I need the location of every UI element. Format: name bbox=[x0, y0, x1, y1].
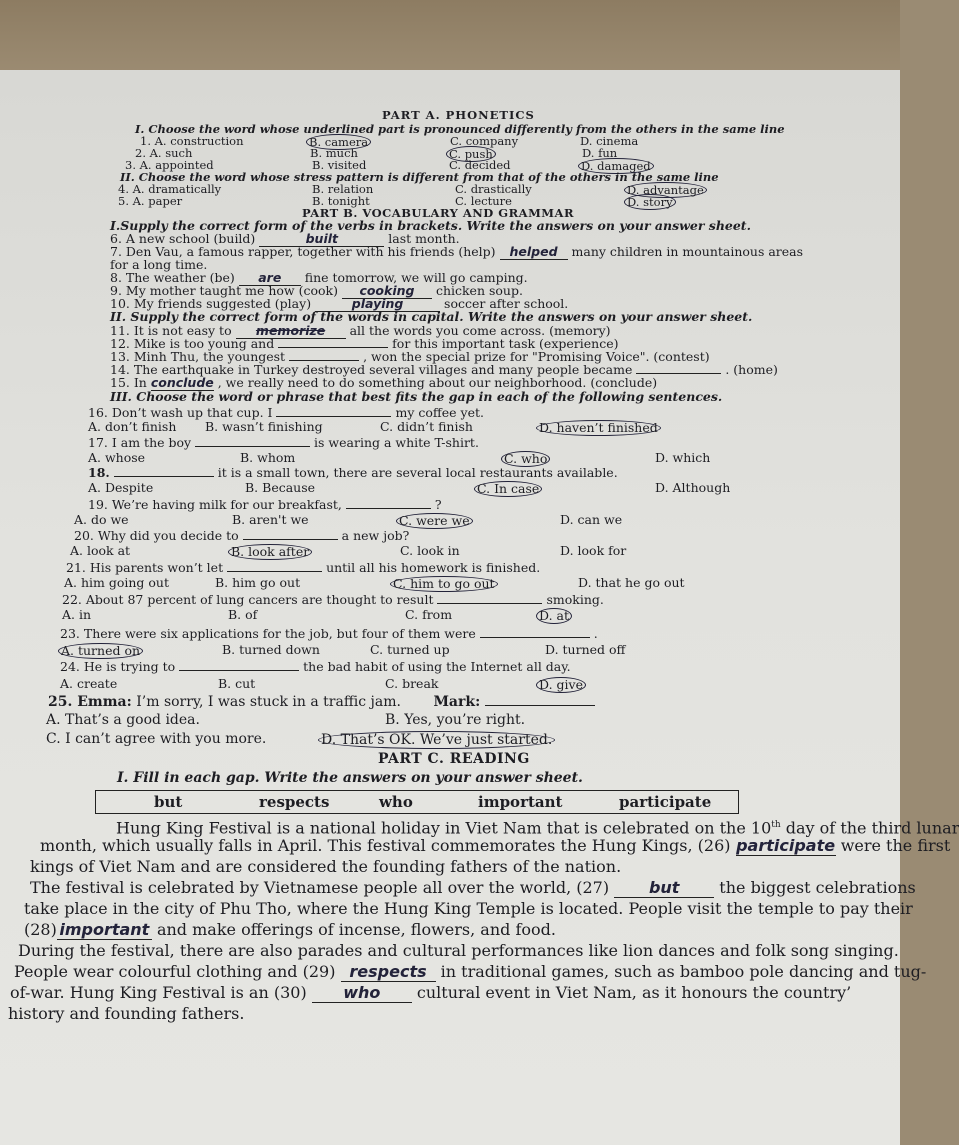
exam-sheet bbox=[0, 70, 959, 1145]
q19-option-a: A. do we bbox=[74, 512, 129, 527]
q17-option-a: A. whose bbox=[88, 450, 146, 465]
q17-blank bbox=[195, 446, 310, 447]
q19-blank bbox=[346, 508, 431, 509]
question-23 bbox=[60, 627, 598, 641]
q6-answer: built bbox=[259, 232, 384, 247]
q11-text-end: all the words you come across. (memory) bbox=[349, 323, 611, 338]
q22-blank bbox=[437, 603, 542, 604]
q17-text-end: is wearing a white T-shirt. bbox=[314, 435, 479, 450]
q19-option-b: B. aren't we bbox=[232, 512, 309, 527]
q5-option-b: B. tonight bbox=[312, 194, 370, 208]
q17-option-d: D. which bbox=[655, 450, 711, 465]
q25-line-emma: I’m sorry, I was stuck in a traffic jam. bbox=[136, 694, 401, 710]
q1-option-d: D. cinema bbox=[580, 134, 639, 148]
q18-option-c-circled: C. In case bbox=[474, 481, 542, 497]
q23-option-c: C. turned up bbox=[370, 642, 450, 657]
question-17 bbox=[88, 436, 479, 450]
q24-blank bbox=[179, 670, 299, 671]
passage-text-end: day of the third lunar bbox=[785, 818, 959, 838]
q21-text: 21. His parents won’t let bbox=[66, 560, 224, 575]
q10-text: 10. My friends suggested (play) bbox=[110, 296, 312, 311]
q11-text: 11. It is not easy to bbox=[110, 323, 232, 338]
q22-text: 22. About 87 percent of lung cancers are thought to result bbox=[62, 592, 434, 607]
q11-answer-crossed-out: memorize bbox=[236, 324, 346, 339]
q24-option-d-circled: D. give bbox=[536, 677, 586, 693]
passage-line-1 bbox=[116, 816, 959, 837]
answer-29: respects bbox=[341, 963, 436, 982]
q12-text: 12. Mike is too young and bbox=[110, 336, 275, 351]
q22-text-end: smoking. bbox=[546, 592, 604, 607]
q5-option-c: C. lecture bbox=[455, 194, 512, 208]
q21-option-b: B. him go out bbox=[215, 575, 301, 590]
q6-text: 6. A new school (build) bbox=[110, 231, 256, 246]
q21-option-c-circled: C. him to go out bbox=[390, 576, 498, 592]
q24-option-c: C. break bbox=[385, 676, 439, 691]
passage-line-10: history and founding fathers. bbox=[8, 1004, 245, 1023]
q19-text: 19. We’re having milk for our breakfast, bbox=[88, 497, 342, 512]
q9-answer: cooking bbox=[342, 284, 432, 299]
q18-option-b: B. Because bbox=[245, 480, 316, 495]
q8-answer: are bbox=[239, 271, 301, 286]
word-bank bbox=[95, 790, 739, 814]
q14-blank bbox=[636, 373, 721, 374]
q1-option-c: C. company bbox=[450, 134, 519, 148]
q3-option-b: B. visited bbox=[312, 158, 367, 172]
q19-text-end: ? bbox=[434, 497, 442, 512]
answer-28: important bbox=[57, 921, 152, 940]
section-b1-instruction: I.Supply the correct form of the verbs in brackets. Write the answers on your answer sheet. bbox=[110, 218, 751, 233]
q15-text-end: , we really need to do something about our neighborhood. (conclude) bbox=[217, 375, 658, 390]
section-b3-instruction: III. Choose the word or phrase that best fits the gap in each of the following sentences. bbox=[110, 389, 723, 404]
word-bank-item: important bbox=[478, 793, 563, 811]
passage-text-end: and make offerings of incense, flowers, and food. bbox=[156, 920, 556, 939]
passage-text: (28) bbox=[24, 920, 57, 939]
q4-option-a: 4. A. dramatically bbox=[118, 182, 222, 196]
q25-option-b: B. Yes, you’re right. bbox=[385, 712, 526, 728]
q7-answer: helped bbox=[500, 245, 568, 260]
q16-option-c: C. didn’t finish bbox=[380, 419, 473, 434]
passage-text: People wear colourful clothing and (29) bbox=[14, 962, 336, 981]
q8-text-end: fine tomorrow, we will go camping. bbox=[304, 270, 528, 285]
answer-30: who bbox=[312, 984, 412, 1003]
q25-blank bbox=[485, 705, 595, 706]
q25-option-a: A. That’s a good idea. bbox=[46, 712, 200, 728]
q7-text: 7. Den Vau, a famous rapper, together with his friends (help) bbox=[110, 244, 496, 259]
q2-option-c-circled: C. push bbox=[446, 146, 496, 162]
q24-text: 24. He is trying to bbox=[60, 659, 176, 674]
passage-line-2 bbox=[40, 837, 950, 856]
word-bank-item: respects bbox=[259, 793, 330, 811]
section-c1-instruction: I. Fill in each gap. Write the answers on your answer sheet. bbox=[117, 770, 583, 786]
q2-option-a: 2. A. such bbox=[135, 146, 193, 160]
q25-speaker-mark: Mark: bbox=[433, 694, 481, 710]
q1-option-a: 1. A. construction bbox=[140, 134, 244, 148]
q16-option-a: A. don’t finish bbox=[88, 419, 177, 434]
q3-option-d-circled: D. damaged bbox=[578, 158, 654, 174]
passage-text: Hung King Festival is a national holiday in Viet Nam that is celebrated on the bbox=[116, 818, 746, 838]
q2-option-b: B. much bbox=[310, 146, 358, 160]
q20-option-a: A. look at bbox=[70, 543, 131, 558]
q25-option-d-circled: D. That’s OK. We’ve just started. bbox=[318, 731, 555, 749]
passage-line-3: kings of Viet Nam and are considered the founding fathers of the nation. bbox=[30, 857, 622, 876]
word-bank-item: who bbox=[379, 793, 413, 811]
q18-text: it is a small town, there are several local restaurants available. bbox=[217, 465, 618, 480]
passage-line-4 bbox=[30, 879, 916, 898]
q20-option-c: C. look in bbox=[400, 543, 460, 558]
q21-option-a: A. him going out bbox=[64, 575, 169, 590]
q4-option-b: B. relation bbox=[312, 182, 374, 196]
passage-line-5: take place in the city of Phu Tho, where the Hung King Temple is located. People visit the temple to pay their bbox=[24, 899, 913, 918]
q16-text-end: my coffee yet. bbox=[395, 405, 484, 420]
q24-option-b: B. cut bbox=[218, 676, 256, 691]
q16-option-d-circled: D. haven’t finished bbox=[536, 420, 661, 436]
passage-line-7: During the festival, there are also parades and cultural performances like lion dances and folk song singing. bbox=[18, 941, 899, 960]
q12-text-end: for this important task (experience) bbox=[392, 336, 619, 351]
q5-option-d-circled: D. story bbox=[624, 194, 676, 210]
q13-text-end: , won the special prize for "Promising Voice". (contest) bbox=[363, 349, 710, 364]
q20-option-d: D. look for bbox=[560, 543, 627, 558]
question-18 bbox=[88, 466, 618, 480]
q22-option-d-circled: D. at bbox=[536, 608, 572, 624]
q4-option-d-circled: D. advantage bbox=[624, 182, 707, 198]
question-16 bbox=[88, 406, 484, 420]
question-22 bbox=[62, 593, 604, 607]
q18-number: 18. bbox=[88, 465, 110, 480]
q18-blank bbox=[114, 476, 214, 477]
q9-text: 9. My mother taught me how (cook) bbox=[110, 283, 338, 298]
q20-option-b-circled: B. look after bbox=[228, 544, 312, 560]
q3-option-a: 3. A. appointed bbox=[125, 158, 214, 172]
passage-date-number: 10 bbox=[750, 818, 772, 838]
q5-option-a: 5. A. paper bbox=[118, 194, 183, 208]
q15-answer: conclude bbox=[150, 375, 214, 390]
question-7-continuation: for a long time. bbox=[110, 257, 208, 272]
passage-text-end: the biggest celebrations bbox=[719, 878, 916, 897]
q13-text: 13. Minh Thu, the youngest bbox=[110, 349, 286, 364]
q10-answer: playing bbox=[315, 297, 440, 312]
q22-option-a: A. in bbox=[62, 607, 92, 622]
q16-option-b: B. wasn’t finishing bbox=[205, 419, 323, 434]
word-bank-item: but bbox=[154, 793, 183, 811]
passage-text: month, which usually falls in April. This festival commemorates the Hung Kings, (26) bbox=[40, 836, 731, 855]
q25-speaker-emma: 25. Emma: bbox=[48, 694, 132, 710]
question-7 bbox=[110, 245, 803, 260]
passage-text-end: were the first bbox=[840, 836, 951, 855]
passage-line-8 bbox=[14, 963, 926, 982]
q18-option-a: A. Despite bbox=[88, 480, 154, 495]
q16-blank bbox=[276, 416, 391, 417]
section-a2-instruction: II. Choose the word whose stress pattern is different from that of the others in the same line bbox=[120, 170, 719, 184]
q12-blank bbox=[278, 347, 388, 348]
q6-text-end: last month. bbox=[388, 231, 460, 246]
answer-27: but bbox=[614, 879, 714, 898]
q17-text: 17. I am the boy bbox=[88, 435, 192, 450]
q3-option-c: C. decided bbox=[449, 158, 511, 172]
question-25 bbox=[48, 694, 595, 710]
q19-option-d: D. can we bbox=[560, 512, 623, 527]
passage-text: The festival is celebrated by Vietnamese people all over the world, (27) bbox=[30, 878, 610, 897]
q2-option-d: D. fun bbox=[582, 146, 618, 160]
q14-text-end: . (home) bbox=[725, 362, 778, 377]
q25-option-c: C. I can’t agree with you more. bbox=[46, 731, 267, 747]
question-20 bbox=[74, 529, 409, 543]
q19-option-c-circled: C. were we bbox=[396, 513, 473, 529]
q17-option-c-circled: C. who bbox=[501, 451, 550, 467]
answer-26: participate bbox=[736, 836, 836, 855]
q13-blank bbox=[289, 360, 359, 361]
section-a1-instruction: I. Choose the word whose underlined part is pronounced differently from the others in the same line bbox=[135, 122, 785, 136]
part-a-title: PART A. PHONETICS bbox=[382, 108, 535, 122]
q23-option-b: B. turned down bbox=[222, 642, 320, 657]
q23-text-end: . bbox=[593, 626, 598, 641]
q1-option-b-circled: B. camera bbox=[306, 134, 371, 150]
part-b-title: PART B. VOCABULARY AND GRAMMAR bbox=[302, 206, 575, 220]
q24-text-end: the bad habit of using the Internet all day. bbox=[303, 659, 571, 674]
passage-line-9 bbox=[10, 984, 851, 1003]
q23-option-d: D. turned off bbox=[545, 642, 626, 657]
question-21 bbox=[66, 561, 540, 575]
passage-text: of-war. Hung King Festival is an (30) bbox=[10, 983, 307, 1002]
q14-text: 14. The earthquake in Turkey destroyed several villages and many people became bbox=[110, 362, 633, 377]
q21-text-end: until all his homework is finished. bbox=[326, 560, 541, 575]
q24-option-a: A. create bbox=[60, 676, 118, 691]
passage-text-end: in traditional games, such as bamboo pole dancing and tug- bbox=[440, 962, 927, 981]
q16-text: 16. Don’t wash up that cup. I bbox=[88, 405, 273, 420]
q7-text-end: many children in mountainous areas bbox=[571, 244, 804, 259]
q20-blank bbox=[243, 539, 338, 540]
q8-text: 8. The weather (be) bbox=[110, 270, 235, 285]
q22-option-b: B. of bbox=[228, 607, 258, 622]
passage-line-6 bbox=[24, 921, 556, 940]
q21-blank bbox=[227, 571, 322, 572]
question-19 bbox=[88, 498, 442, 512]
q9-text-end: chicken soup. bbox=[435, 283, 523, 298]
q20-text: 20. Why did you decide to bbox=[74, 528, 239, 543]
q15-text: 15. In bbox=[110, 375, 147, 390]
passage-date-suffix: th bbox=[771, 820, 781, 830]
q21-option-d: D. that he go out bbox=[578, 575, 685, 590]
passage-text-end: cultural event in Viet Nam, as it honours the country’ bbox=[416, 983, 852, 1002]
part-c-title: PART C. READING bbox=[378, 751, 530, 767]
q20-text-end: a new job? bbox=[341, 528, 410, 543]
q22-option-c: C. from bbox=[405, 607, 453, 622]
word-bank-item: participate bbox=[619, 793, 712, 811]
q17-option-b: B. whom bbox=[240, 450, 296, 465]
q10-text-end: soccer after school. bbox=[444, 296, 569, 311]
section-b2-instruction: II. Supply the correct form of the words in capital. Write the answers on your answer sheet. bbox=[110, 309, 753, 324]
q23-text: 23. There were six applications for the job, but four of them were bbox=[60, 626, 476, 641]
q4-option-c: C. drastically bbox=[455, 182, 532, 196]
question-24 bbox=[60, 660, 571, 674]
q23-blank bbox=[480, 637, 590, 638]
q18-option-d: D. Although bbox=[655, 480, 731, 495]
q23-option-a-circled: A. turned on bbox=[58, 643, 143, 659]
